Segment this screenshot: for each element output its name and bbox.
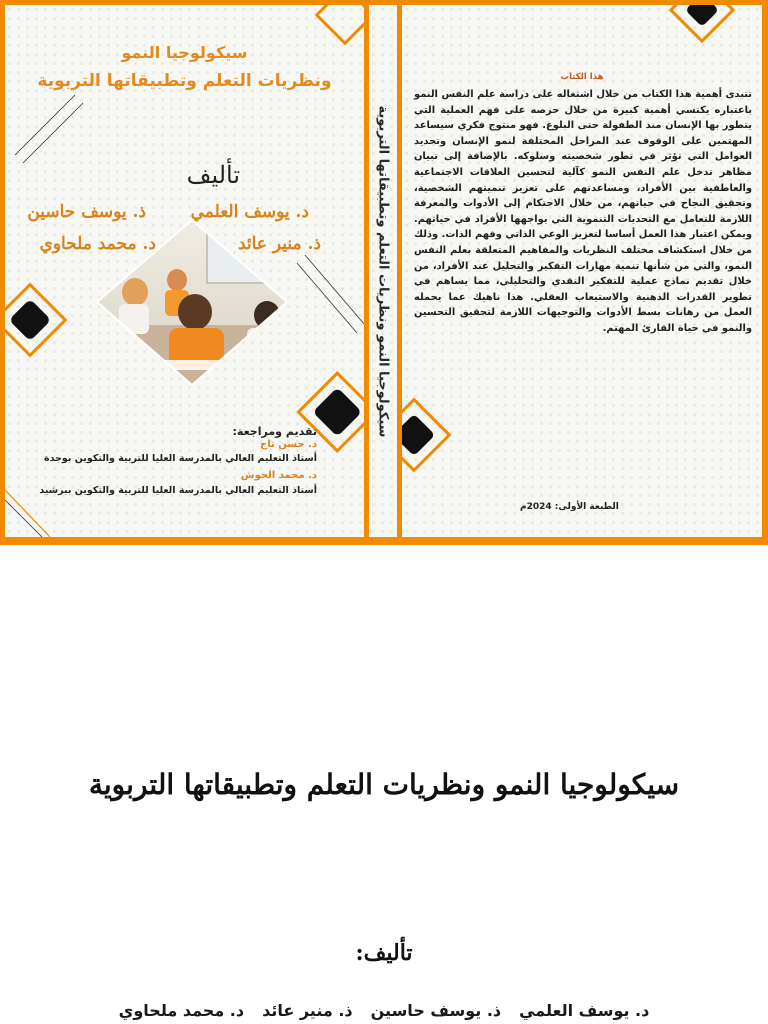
reviewer-2-name: د. محمد الحوش <box>240 470 317 481</box>
title-page-author-4: د. محمد ملحاوي <box>118 1001 245 1020</box>
title-page-authors <box>0 1001 768 1020</box>
reviewer-2-role: أستاذ التعليم العالي بالمدرسة العليا للتربية والتكوين ببرشيد <box>39 485 317 496</box>
front-author-label: تأليف <box>186 161 240 189</box>
diamond-ornament-icon <box>652 5 752 60</box>
front-author-3: ذ. منير عائد <box>237 234 321 254</box>
back-heading: هذا الكتاب <box>560 72 604 82</box>
title-page-author-2: ذ. يوسف حاسين <box>370 1001 502 1020</box>
front-author-1: د. يوسف العلمي <box>190 202 309 222</box>
diamond-ornament-icon <box>402 385 464 485</box>
title-page-author-label: تأليف: <box>355 940 413 966</box>
title-page-author-1: د. يوسف العلمي <box>519 1001 650 1020</box>
back-cover <box>402 5 762 537</box>
title-page-author-3: ذ. منير عائد <box>262 1001 353 1020</box>
reviewer-1-role: أستاذ التعليم العالي بالمدرسة العليا للتربية والتكوين بوجدة <box>43 453 317 464</box>
reviewer-1-name: د. حسن تاج <box>260 439 317 450</box>
title-page-title: سيكولوجيا النمو ونظريات التعلم وتطبيقاتها التربوية <box>88 768 680 801</box>
spine-title: سيكولوجيا النمو ونظريات التعلم وتطبيقاتها التربوية <box>375 105 391 437</box>
front-author-4: د. محمد ملحاوي <box>39 234 156 254</box>
classroom-photo <box>97 220 287 385</box>
book-spine <box>369 5 397 537</box>
front-title-line1: سيكولوجيا النمو <box>121 43 248 62</box>
front-author-2: ذ. يوسف حاسين <box>27 202 146 222</box>
edition-note: الطبعة الأولى: 2024م <box>520 502 619 512</box>
front-title-line2: ونظريات التعلم وتطبيقاتها التربوية <box>37 71 332 91</box>
back-body-text: تتبدى أهمية هذا الكتاب من خلال اشتغاله على دراسة علم النفس النمو باعتباره يكتسي أهمية كبيرة من خلال حرصه على فهم العملية التي يتطور بها الإنسان منذ الطفولة حتى البلوغ. فهو منتوج فكري سيساعد المهتمين على الوقوف عند المراحل المختلفة لنمو الإنسان وتحديد العوامل التي تؤثر في تطور شخصيته وسلوكه. بالإضافة إلى تبيان مظاهر تدخل علم النفس النمو كآلية لتحسين العلاقات الاجتماعية والعاطفية بين الأفراد، ومساعدتهم على تعزيز تنميتهم الشخصية، وتحقيق النجاح في حياتهم، من خلال الاحتكام إلى الأدوات والمعرفة اللازمة للتعامل مع التحديات التنموية التي يواجهها الأفراد في حياتهم. ويمكن اعتبار هذا العمل أساسا لتعزيز الوعي الذاتي وفهم الذات. وذلك من خلال استكشاف مختلف النظريات والمفاهيم المتعلقة بعلم النفس النمو، والتي من شأنها تنمية مهارات التفكير والتحليل عند الأفراد، من خلال تقديم نماذج عملية للتفكير النقدي والتحليلي، مما يساهم في تطوير القدرات الذهنية والاستيعاب العقلي. هذا ناهيك عما يحمله العمل من رهانات بسط الأدوات والتوجيهات اللازمة لتحقيق التحسين والنمو في حياة القارئ المهتم. <box>414 89 752 334</box>
diamond-ornament-icon <box>5 265 85 375</box>
intro-label: تقديم ومراجعة: <box>232 425 317 438</box>
front-cover <box>5 5 364 537</box>
